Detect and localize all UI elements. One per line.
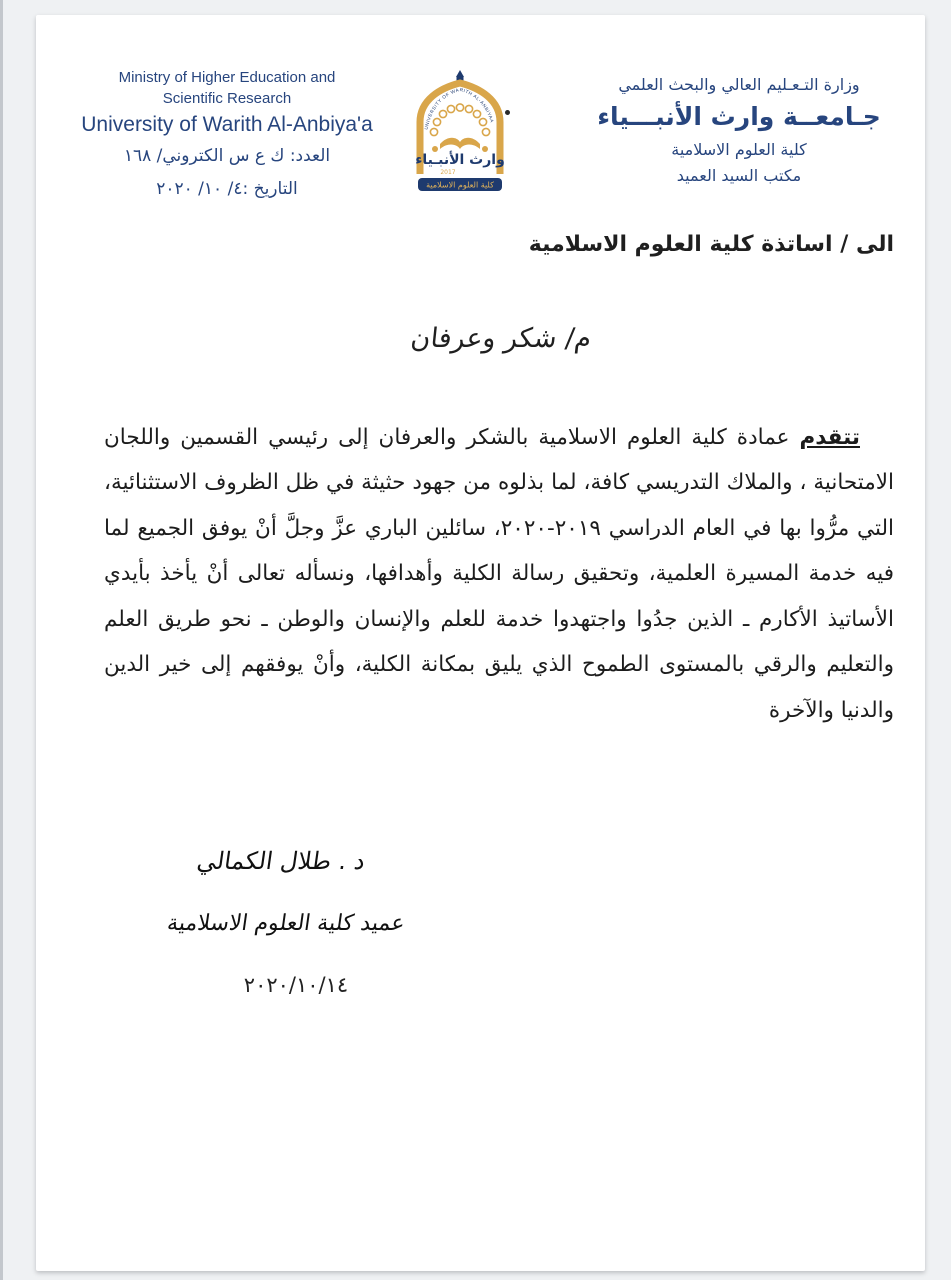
signature-name: د . طلال الكمالي (195, 847, 367, 875)
logo-banner-text: كلية العلوم الاسلامية (426, 180, 494, 190)
body-lead-word: تتقدم (799, 424, 860, 450)
ministry-name-en-line1: Ministry of Higher Education and (118, 69, 336, 86)
logo-curved-text: UNIVERSITY OF WARITH AL-ANBIYAA (423, 86, 495, 131)
body-paragraph (104, 415, 894, 734)
university-logo (410, 70, 510, 206)
logo-calligraphy: وارث الأنبـياء (415, 152, 505, 168)
issue-date-line: التاريخ :٤/ ١٠/ ٢٠٢٠ (156, 179, 298, 199)
university-name-en: University of Warith Al-Anbiya'a (81, 113, 373, 136)
signature-date: ٢٠٢٠/١٠/١٤ (243, 973, 349, 997)
letterhead-left (62, 67, 392, 204)
ministry-name-ar: وزارة التـعـليم العالي والبحث العلمي (618, 75, 860, 94)
letterhead-right (594, 73, 884, 189)
logo-ring-chain-icon (430, 104, 489, 136)
scan-artifact-dot (505, 110, 510, 115)
ref-number-line: العدد: ك ع س الكتروني/ ١٦٨ (123, 146, 331, 166)
subject-line: م/ شكر وعرفان (409, 323, 593, 354)
college-name-ar: كلية العلوم الاسلامية (671, 140, 807, 159)
logo-banner (418, 178, 502, 191)
university-name-ar: جـامعــة وارث الأنبـــياء (597, 102, 881, 131)
logo-book-icon (432, 138, 488, 152)
document-page (36, 15, 925, 1271)
addressee-line: الى / اساتذة كلية العلوم الاسلامية (528, 232, 894, 257)
dean-office-ar: مكتب السيد العميد (676, 166, 802, 185)
logo-year: 2017 (440, 169, 456, 176)
body-paragraph-text: عمادة كلية العلوم الاسلامية بالشكر والعرفان إلى رئيسي القسمين واللجان الامتحانية ، والملاك التدريسي كافة، لما بذلوه من جهود حثيثة في ظل الظروف الاستثنائية، التي مرُّوا بها في العام الدراسي ٢٠١٩-٢٠٢٠، سائلين الباري عزَّ وجلَّ أنْ يوفق الجميع لما فيه خدمة المسيرة العلمية، وتحقيق رسالة الكلية وأهدافها، ونسأله تعالى أنْ يأخذ بأيدي الأساتيذ الأكارم ـ الذين جدُوا واجتهدوا خدمة للعلم والإنسان والوطن ـ نحو طريق العلم والتعليم والرقي بالمستوى الطموح الذي يليق بمكانة الكلية، وأنْ يوفقهم إلى خير الدين والدنيا والآخرة (104, 424, 894, 723)
signature-title: عميد كلية العلوم الاسلامية (165, 911, 407, 936)
ministry-name-en-line2: Scientific Research (162, 90, 292, 107)
viewer-edge-strip (0, 0, 3, 1280)
